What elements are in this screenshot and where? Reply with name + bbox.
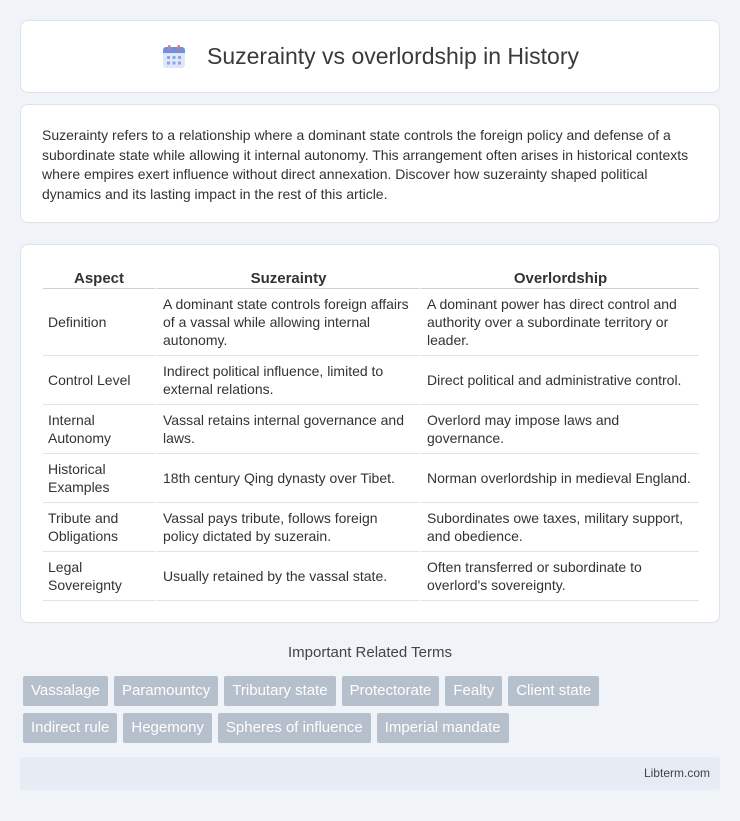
cell-aspect: Definition — [43, 289, 155, 356]
comparison-card — [20, 244, 720, 623]
tag-row — [23, 676, 713, 706]
cell-overlordship: Direct political and administrative control. — [419, 356, 699, 405]
table-row — [43, 289, 699, 356]
header-overlordship: Overlordship — [419, 268, 699, 289]
header-card — [20, 20, 720, 93]
table-header-row — [43, 268, 699, 289]
related-terms-title: Important Related Terms — [288, 644, 452, 661]
tag-tributary-state[interactable]: Tributary state — [224, 676, 335, 706]
cell-aspect: Control Level — [43, 356, 155, 405]
calendar-grid-icon — [161, 44, 187, 70]
table-row — [43, 454, 699, 503]
cell-aspect: Legal Sovereignty — [43, 552, 155, 601]
cell-overlordship: Overlord may impose laws and governance. — [419, 405, 699, 454]
cell-suzerainty: Usually retained by the vassal state. — [155, 552, 419, 601]
cell-overlordship: A dominant power has direct control and authority over a subordinate territory or leader. — [419, 289, 699, 356]
footer-brand-link[interactable]: Libterm.com — [643, 766, 710, 780]
table-row — [43, 503, 699, 552]
tag-imperial-mandate[interactable]: Imperial mandate — [377, 713, 509, 743]
tag-vassalage[interactable]: Vassalage — [23, 676, 108, 706]
intro-text: Suzerainty refers to a relationship where a dominant state controls the foreign policy and defense of a subordinate state while allowing it internal autonomy. This arrangement often arises in historical contexts where empires exert influence without direct annexation. Discover how suzerainty shaped political dynamics and its lasting impact in the rest of this article. — [42, 127, 689, 202]
tag-protectorate[interactable]: Protectorate — [342, 676, 440, 706]
cell-suzerainty: Vassal retains internal governance and laws. — [155, 405, 419, 454]
cell-overlordship: Norman overlordship in medieval England. — [419, 454, 699, 503]
tag-row — [23, 713, 713, 743]
cell-aspect: Tribute and Obligations — [43, 503, 155, 552]
intro-card — [20, 104, 720, 223]
comparison-table — [43, 268, 699, 601]
footer — [20, 757, 720, 790]
header-aspect: Aspect — [43, 268, 155, 289]
cell-suzerainty: Vassal pays tribute, follows foreign policy dictated by suzerain. — [155, 503, 419, 552]
cell-suzerainty: A dominant state controls foreign affairs of a vassal while allowing internal autonomy. — [155, 289, 419, 356]
tag-indirect-rule[interactable]: Indirect rule — [23, 713, 117, 743]
table-row — [43, 356, 699, 405]
table-row — [43, 405, 699, 454]
cell-overlordship: Subordinates owe taxes, military support, and obedience. — [419, 503, 699, 552]
tag-paramountcy[interactable]: Paramountcy — [114, 676, 218, 706]
cell-aspect: Internal Autonomy — [43, 405, 155, 454]
tag-spheres-of-influence[interactable]: Spheres of influence — [218, 713, 371, 743]
tag-fealty[interactable]: Fealty — [445, 676, 502, 706]
tag-hegemony[interactable]: Hegemony — [123, 713, 212, 743]
cell-aspect: Historical Examples — [43, 454, 155, 503]
header-suzerainty: Suzerainty — [155, 268, 419, 289]
page-title: Suzerainty vs overlordship in History — [207, 43, 579, 69]
cell-suzerainty: 18th century Qing dynasty over Tibet. — [155, 454, 419, 503]
tag-client-state[interactable]: Client state — [508, 676, 599, 706]
related-terms-list — [23, 676, 713, 750]
cell-overlordship: Often transferred or subordinate to overlord's sovereignty. — [419, 552, 699, 601]
table-row — [43, 552, 699, 601]
cell-suzerainty: Indirect political influence, limited to external relations. — [155, 356, 419, 405]
